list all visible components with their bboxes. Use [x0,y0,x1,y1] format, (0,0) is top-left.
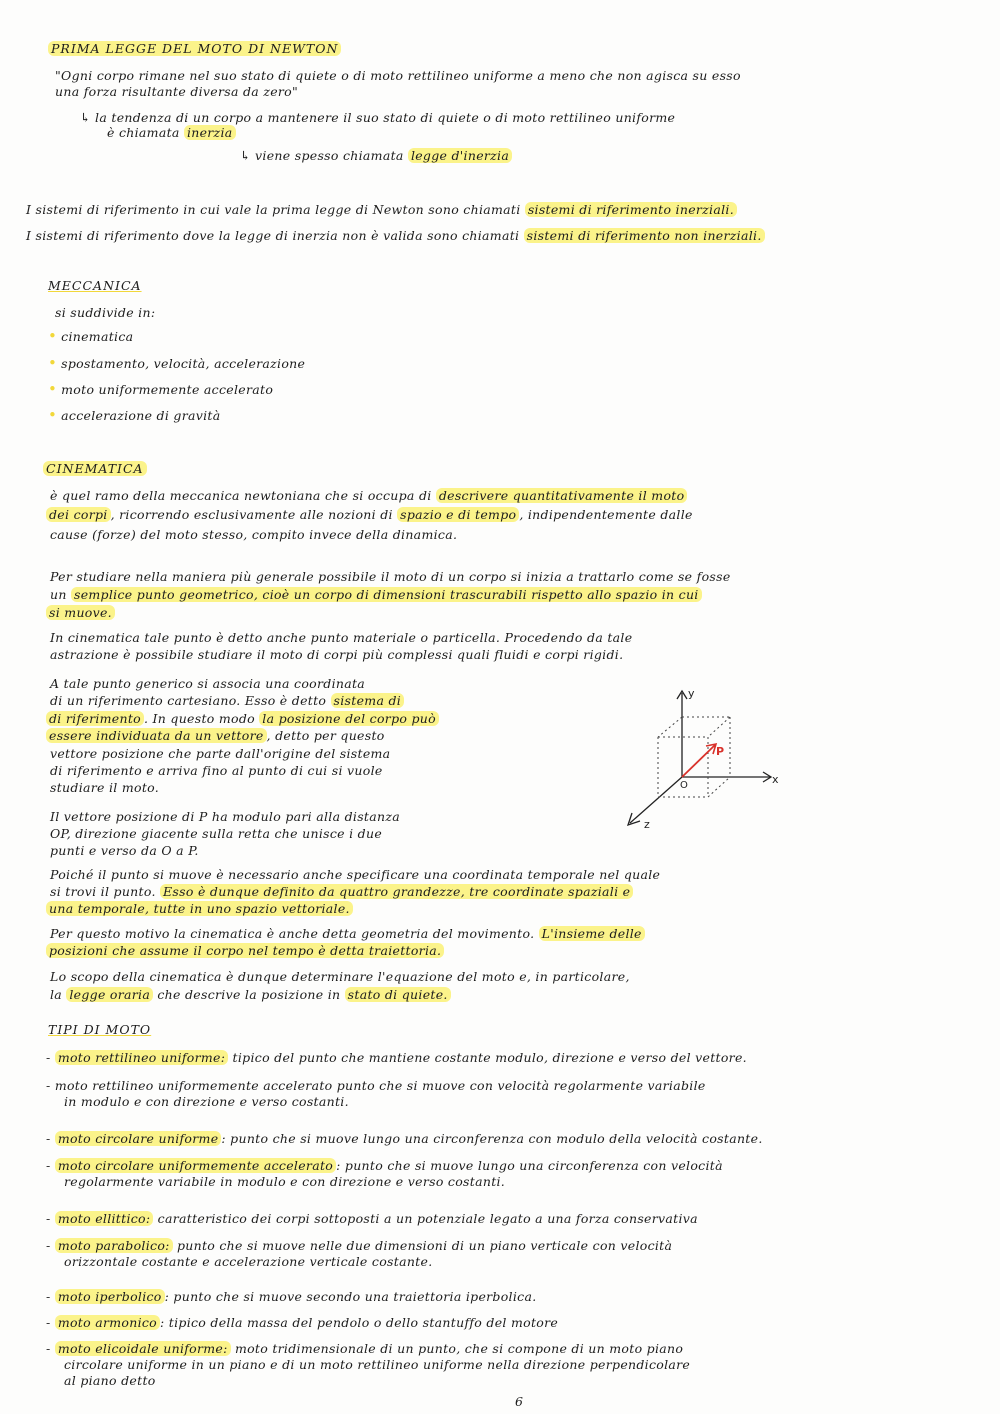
cinematica-p7-line2: posizioni che assume il corpo nel tempo è detta traiettoria. [46,942,444,959]
cinematica-p4-line3: di riferimento . In questo modo la posizione del corpo può [46,710,439,727]
page-number: 6 [515,1394,524,1409]
inertia-note-line1: ↳ la tendenza di un corpo a mantenere il suo stato di quiete o di moto rettilineo uniforme [80,110,676,125]
inertia-law-term: legge d'inerzia [408,148,512,163]
meccanica-title: MECCANICA [48,278,142,293]
cinematica-p7-line1: Per questo motivo la cinematica è anche detta geometria del movimento. L'insieme delle [50,925,645,942]
cinematica-p6-line1: Poiché il punto si muove è necessario anche specificare una coordinata temporale nel quale [50,867,661,882]
position-vector [682,745,715,777]
moto-elicoidale-line2: circolare uniforme in un piano e di un moto rettilineo uniforme nella direzione perpendicolare [64,1357,691,1372]
cinematica-p2-line2: un semplice punto geometrico, cioè un corpo di dimensioni trascurabili rispetto allo spazio in cui [50,586,702,603]
cinematica-p3-line2: astrazione è possibile studiare il moto di corpi più complessi quali fluidi e corpi rigidi. [50,647,624,662]
cinematica-p4-line4: essere individuata da un vettore , detto per questo [46,727,385,744]
moto-parabolico-line1: - moto parabolico: punto che si muove nelle due dimensioni di un piano verticale con velocità [46,1238,673,1253]
cinematica-title: CINEMATICA [43,460,147,477]
cinematica-p4-line5: vettore posizione che parte dall'origine del sistema [50,746,391,761]
cinematica-p4-line6: di riferimento e arriva fino al punto di cui si vuole [50,763,383,778]
inertia-note-line2: è chiamata inerzia [107,124,236,141]
moto-iperbolico: - moto iperbolico : punto che si muove secondo una traiettoria iperbolica. [46,1289,537,1304]
moto-elicoidale-line3: al piano detto [64,1373,156,1388]
meccanica-item-2: • spostamento, velocità, accelerazione [48,354,306,372]
origin-label: O [680,780,688,791]
z-axis [630,777,682,823]
meccanica-item-3: • moto uniformemente accelerato [48,380,274,398]
cinematica-p2-line1: Per studiare nella maniera più generale possibile il moto di un corpo si inizia a trattarlo come se fosse [50,569,731,584]
cinematica-p8-line2: la legge oraria che descrive la posizione in stato di quiete. [50,986,451,1003]
cinematica-p1-line3: cause (forze) del moto stesso, compito invece della dinamica. [50,527,458,542]
cinematica-p4-line7: studiare il moto. [50,780,160,795]
cinematica-p1-line1: è quel ramo della meccanica newtoniana che si occupa di descrivere quantitativamente il moto [50,487,687,504]
moto-rettilineo-accelerato-line2: in modulo e con direzione e verso costanti. [64,1094,349,1109]
cinematica-p4-line1: A tale punto generico si associa una coordinata [50,676,366,691]
inertial-frames-line: I sistemi di riferimento in cui vale la prima legge di Newton sono chiamati sistemi di riferimento inerziali. [26,201,737,218]
cinematica-p5-line3: punti e verso da O a P. [50,843,199,858]
moto-armonico: - moto armonico : tipico della massa del pendolo o dello stantuffo del motore [46,1315,559,1330]
newton-title: PRIMA LEGGE DEL MOTO DI NEWTON [48,40,341,57]
cinematica-p1-line2: dei corpi , ricorrendo esclusivamente alle nozioni di spazio e di tempo , indipendentemente dalle [46,506,693,523]
tipi-title: TIPI DI MOTO [48,1022,152,1037]
inertia-term: inerzia [184,125,236,140]
x-axis-label: x [772,773,779,786]
noninertial-frames-line: I sistemi di riferimento dove la legge di inerzia non è valida sono chiamati sistemi di riferimento non inerziali. [26,227,765,244]
moto-ellittico: - moto ellittico: caratteristico dei corpi sottoposti a un potenziale legato a una forza conservativa [46,1211,698,1226]
point-label: P [716,745,725,758]
cinematica-p5-line1: Il vettore posizione di P ha modulo pari alla distanza [50,809,400,824]
moto-rettilineo-accelerato-line1: - moto rettilineo uniformemente accelerato punto che si muove con velocità regolarmente variabile [46,1078,706,1093]
y-axis-label: y [688,687,695,700]
moto-parabolico-line2: orizzontale costante e accelerazione verticale costante. [64,1254,433,1269]
moto-rettilineo-uniforme: - moto rettilineo uniforme: tipico del punto che mantiene costante modulo, direzione e verso del vettore. [46,1050,747,1065]
inertia-law-note: ↳ viene spesso chiamata legge d'inerzia [240,147,512,164]
cinematica-p3-line1: In cinematica tale punto è detto anche punto materiale o particella. Procedendo da tale [50,630,633,645]
moto-elicoidale-line1: - moto elicoidale uniforme: moto tridimensionale di un punto, che si compone di un moto piano [46,1341,684,1356]
cinematica-p6-line2: si trovi il punto. Esso è dunque definito da quattro grandezze, tre coordinate spaziali e [50,883,633,900]
newton-quote-line1: "Ogni corpo rimane nel suo stato di quiete o di moto rettilineo uniforme a meno che non agisca su esso [55,68,741,83]
z-axis-label: z [644,818,650,831]
meccanica-item-4: • accelerazione di gravità [48,406,221,424]
cinematica-p2-line3: si muove. [46,604,115,621]
cinematica-p6-line3: una temporale, tutte in uno spazio vettoriale. [46,900,353,917]
moto-circolare-accelerato-line2: regolarmente variabile in modulo e con direzione e verso costanti. [64,1174,506,1189]
cinematica-p5-line2: OP, direzione giacente sulla retta che unisce i due [50,826,383,841]
moto-circolare-accelerato-line1: - moto circolare uniformemente accelerato : punto che si muove lungo una circonferenza con velocità [46,1158,723,1173]
newton-quote-line2: una forza risultante diversa da zero" [55,84,299,99]
cinematica-p8-line1: Lo scopo della cinematica è dunque determinare l'equazione del moto e, in particolare, [50,969,630,984]
meccanica-intro: si suddivide in: [55,305,156,320]
meccanica-item-1: • cinematica [48,327,134,345]
cartesian-reference-diagram [620,685,790,835]
moto-circolare-uniforme: - moto circolare uniforme : punto che si muove lungo una circonferenza con modulo della velocità costante. [46,1131,763,1146]
cinematica-p4-line2: di un riferimento cartesiano. Esso è detto sistema di [50,692,404,709]
